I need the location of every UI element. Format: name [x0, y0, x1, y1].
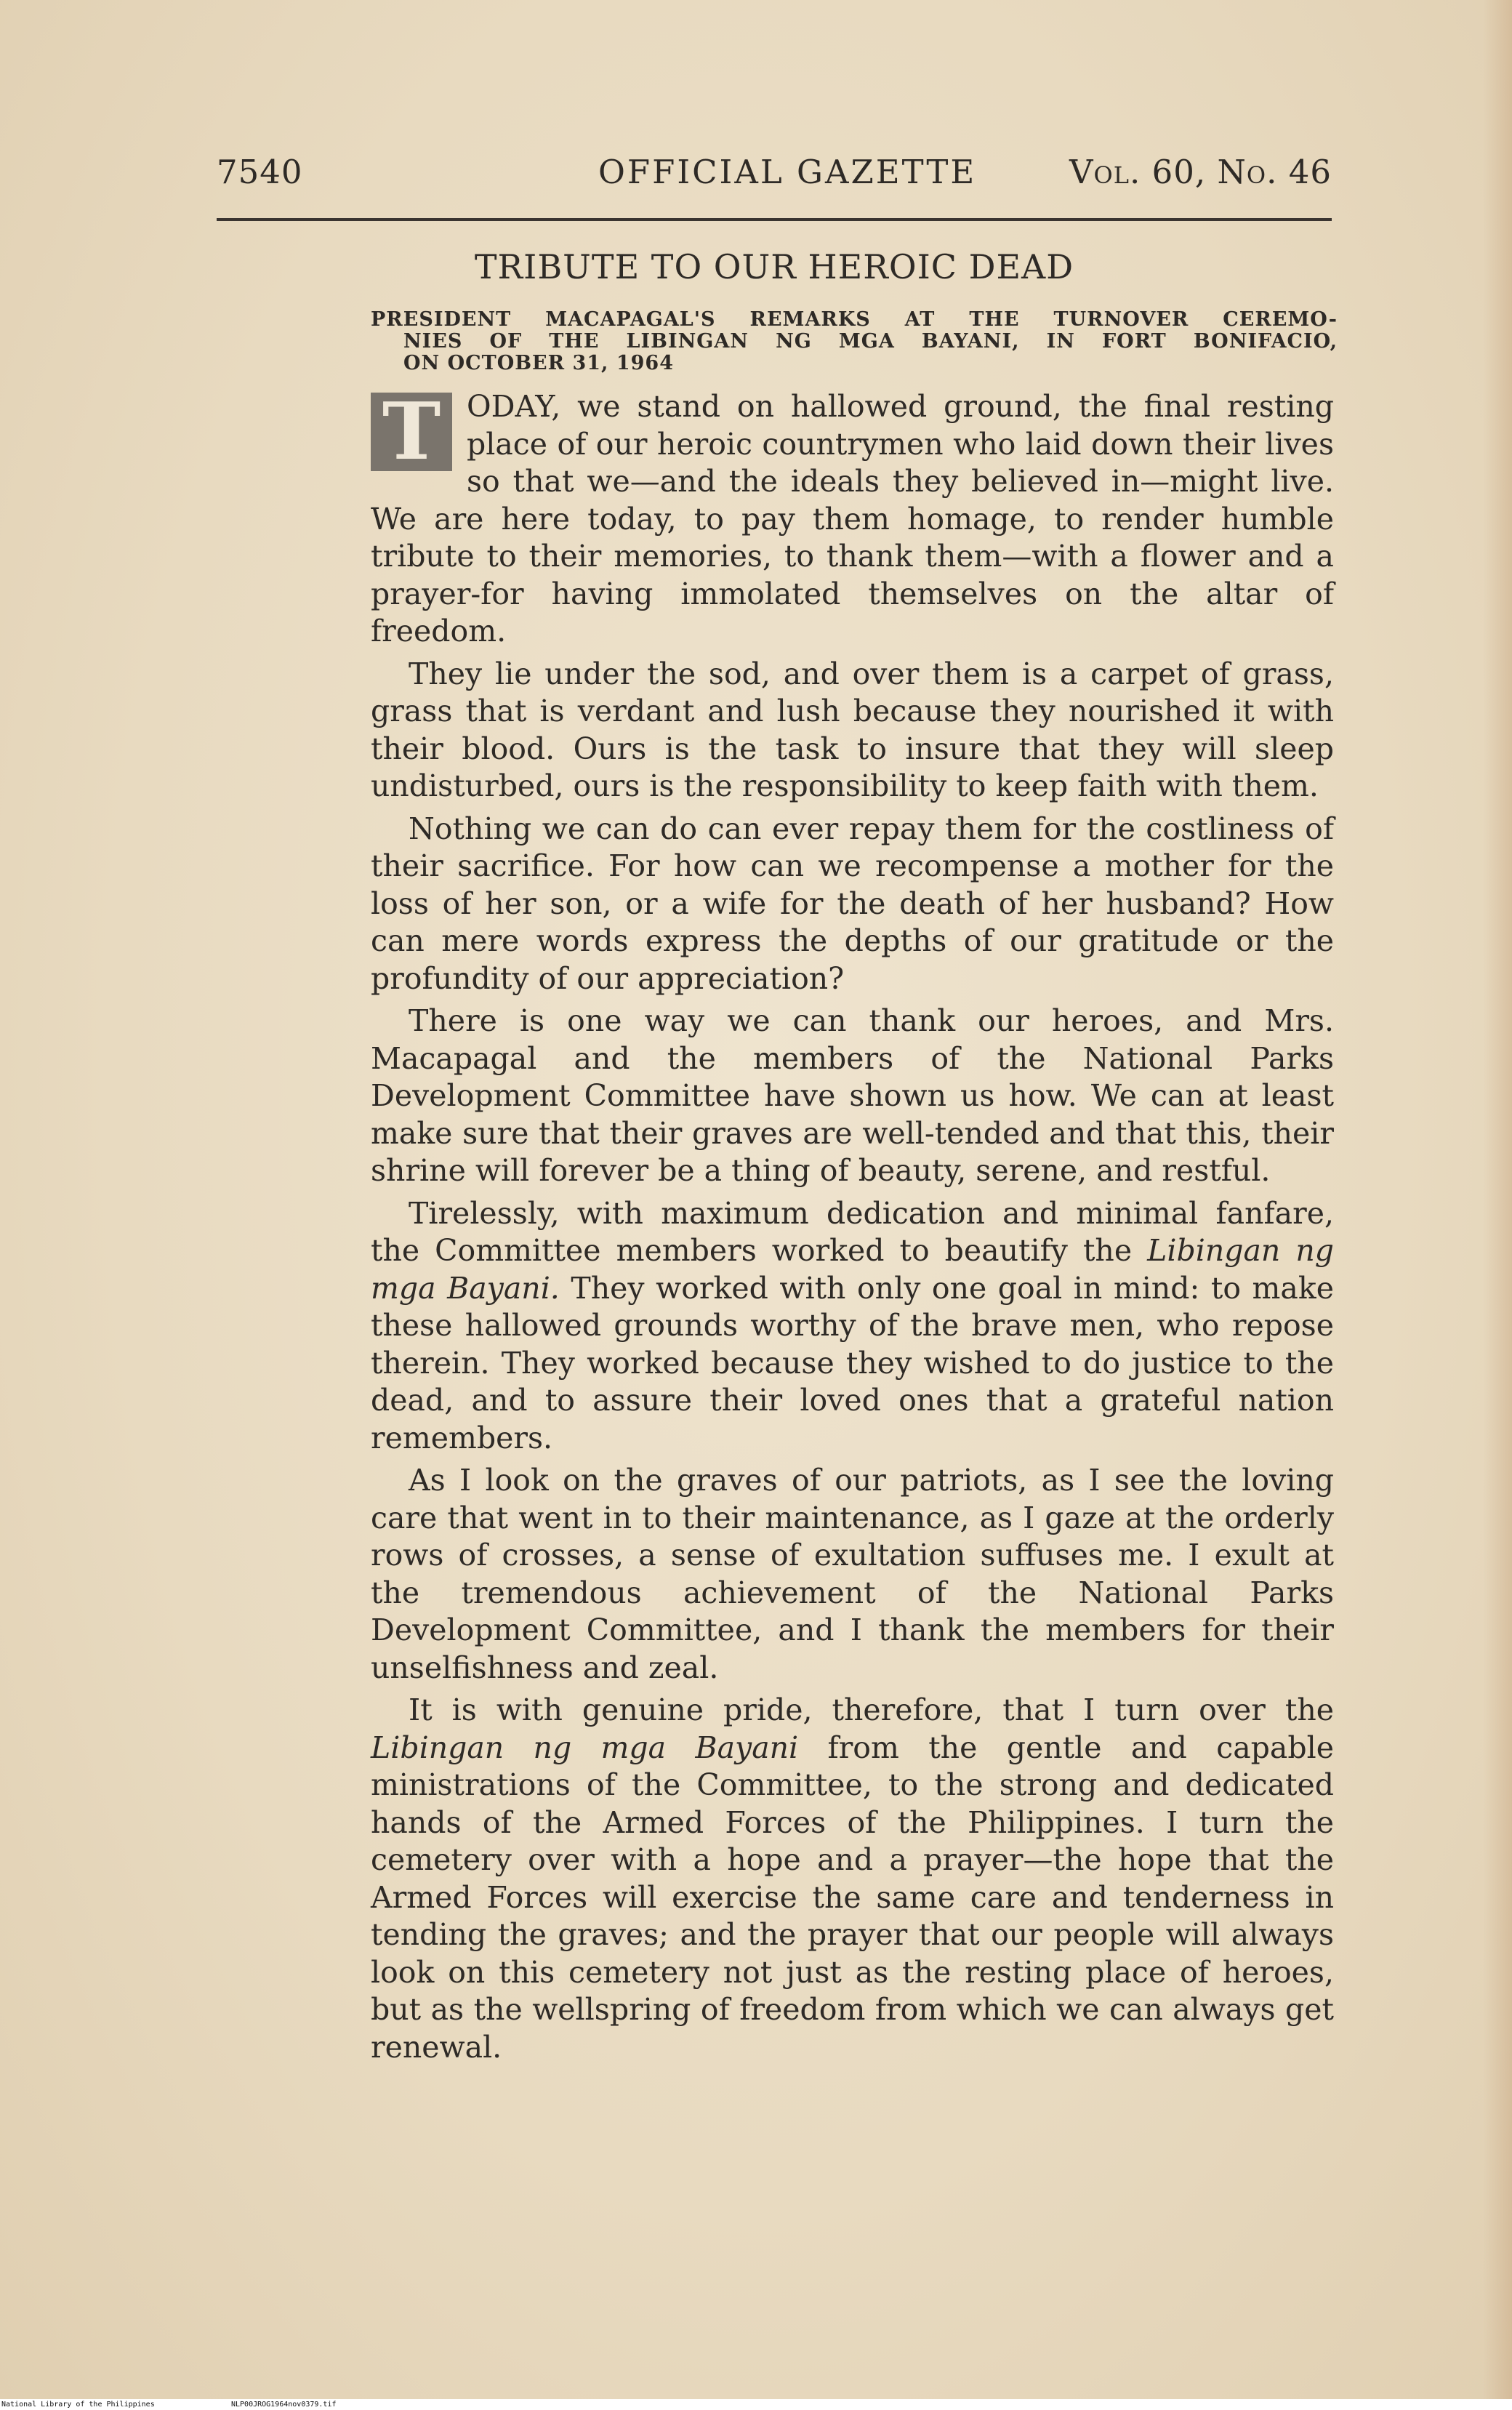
paragraph-5-text-b: They worked with only one goal in mind: to make these hallowed grounds worthy of the brave men, who repose therein. They worked because they wished to do justice to the dead, and to assure their loved ones that a grateful nation remembers.: [371, 1270, 1334, 1455]
volume-number: Vol. 60, No. 46: [1069, 153, 1332, 191]
paragraph-1: [371, 388, 1334, 651]
article-title: TRIBUTE TO OUR HEROIC DEAD: [474, 247, 1074, 286]
drop-cap: T: [371, 393, 452, 471]
paragraph-1-text: ODAY, we stand on hallowed ground, the final resting place of our heroic countrymen who laid down their lives so that we—and the ideals they believed in—might live. We are here today, to pay them homage, to render humble tribute to their memories, to thank them—with a flower and a prayer-for having immolated themselves on the altar of freedom.: [371, 389, 1334, 648]
paragraph-7-text-b: from the gentle and capable ministrations of the Committee, to the strong and dedicated hands of the Armed Forces of the Philippines. I turn the cemetery over with a hope and a prayer—the hope that the Armed Forces will exercise the same care and tenderness in tending the graves; and the prayer that our people will always look on this cemetery not just as the resting place of heroes, but as the wellspring of freedom from which we can always get renewal.: [371, 1730, 1334, 2065]
paragraph-5-italic: Libingan ng mga Bayani.: [371, 1233, 1334, 1306]
running-head: [217, 153, 1332, 196]
footer-filename: NLP00JROG1964nov0379.tif: [231, 2401, 337, 2409]
scan-footer: [0, 2399, 1512, 2410]
paragraph-7-text-a: It is with genuine pride, therefore, that I turn over the: [409, 1692, 1334, 1727]
header-rule: [217, 218, 1332, 221]
publication-title: OFFICIAL GAZETTE: [598, 153, 977, 191]
page-edge-shadow: [1483, 0, 1512, 2399]
subtitle-line-1: PRESIDENT MACAPAGAL'S REMARKS AT THE TURNOVER CEREMO-: [371, 308, 1338, 331]
paragraph-6: As I look on the graves of our patriots, as I see the loving care that went in to their maintenance, as I gaze at the orderly rows of crosses, a sense of exultation suffuses me. I exult at the tremendous achievement of the National Parks Development Committee, and I thank the members for their unselfishness and zeal.: [371, 1463, 1334, 1685]
paragraph-7-italic: Libingan ng mga Bayani: [371, 1730, 799, 1765]
paragraph-7: [371, 1692, 1334, 2066]
subtitle-line-2: NIES OF THE LIBINGAN NG MGA BAYANI, IN FORT BONIFACIO,: [403, 330, 1338, 353]
paragraph-2: They lie under the sod, and over them is a carpet of grass, grass that is verdant and lush because they nourished it with their blood. Ours is the task to insure that they will sleep undisturbed, ours is the responsibility to keep faith with them.: [371, 656, 1334, 803]
article-subtitle: [371, 309, 1338, 374]
paragraph-5: [371, 1195, 1334, 1458]
paragraph-5-text-a: Tirelessly, with maximum dedication and minimal fanfare, the Committee members worked to beautify the: [371, 1195, 1334, 1268]
paragraph-4: There is one way we can thank our heroes, and Mrs. Macapagal and the members of the National Parks Development Committee have shown us how. We can at least make sure that their graves are well-tended and that this, their shrine will forever be a thing of beauty, serene, and restful.: [371, 1003, 1334, 1188]
page-number: 7540: [217, 153, 303, 191]
paragraph-3: Nothing we can do can ever repay them for the costliness of their sacrifice. For how can we recompense a mother for the loss of her son, or a wife for the death of her husband? How can mere words express the depths of our gratitude or the profundity of our appreciation?: [371, 811, 1334, 996]
footer-library: National Library of the Philippines: [1, 2401, 155, 2409]
article-body: [371, 388, 1334, 2071]
subtitle-line-3: ON OCTOBER 31, 1964: [403, 352, 674, 374]
